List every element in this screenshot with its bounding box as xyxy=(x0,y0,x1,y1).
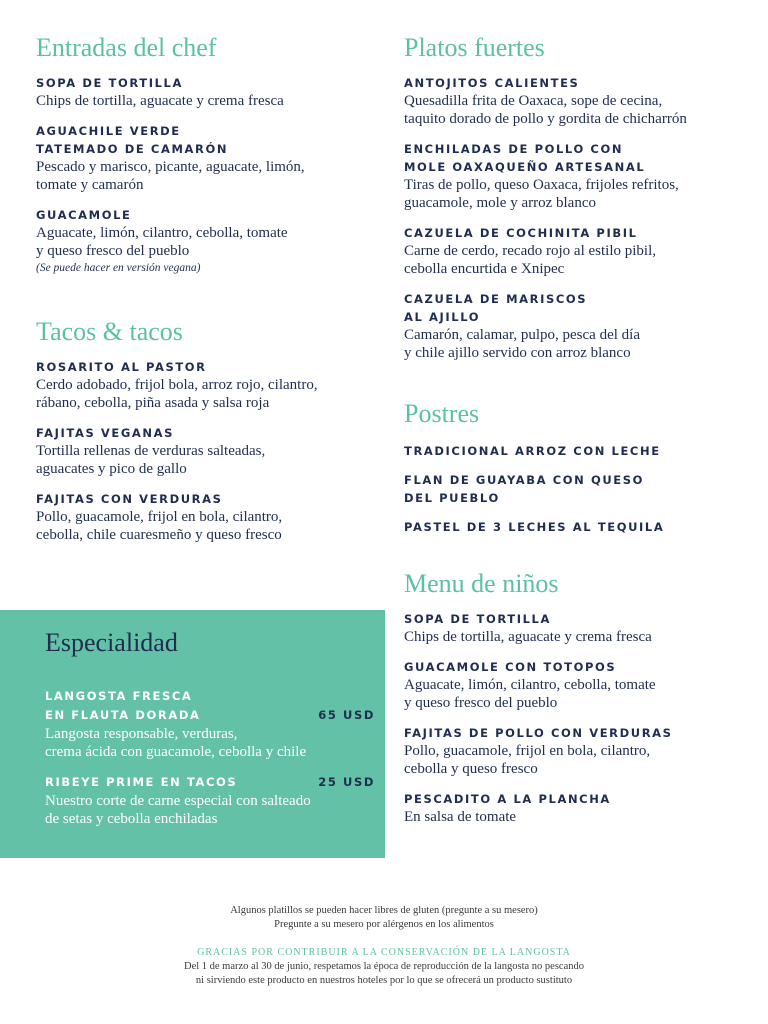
section-title-entradas: Entradas del chef xyxy=(36,33,217,62)
item-description: Chips de tortilla, aguacate y crema fresca xyxy=(36,93,284,109)
item-name: TRADICIONAL ARROZ CON LECHE xyxy=(404,444,661,458)
menu-item xyxy=(404,290,744,362)
item-description: Chips de tortilla, aguacate y crema fresca xyxy=(404,629,652,645)
section-ninos xyxy=(404,570,744,826)
item-name: PESCADITO A LA PLANCHA xyxy=(404,792,611,806)
item-name: GUACAMOLE xyxy=(36,208,132,222)
item-description: Cerdo adobado, frijol bola, arroz rojo, cilantro, rábano, cebolla, piña asada y salsa roja xyxy=(36,377,318,411)
item-name: FLAN DE GUAYABA CON QUESO DEL PUEBLO xyxy=(404,473,645,505)
item-name: RIBEYE PRIME EN TACOS xyxy=(45,775,238,789)
item-name: FAJITAS CON VERDURAS xyxy=(36,492,223,506)
item-name: CAZUELA DE MARISCOS AL AJILLO xyxy=(404,292,588,324)
item-description: Pollo, guacamole, frijol en bola, cilantro, cebolla y queso fresco xyxy=(404,743,651,777)
item-name: SOPA DE TORTILLA xyxy=(36,76,183,90)
item-description: Camarón, calamar, pulpo, pesca del día y chile ajillo servido con arroz blanco xyxy=(404,327,640,361)
menu-item xyxy=(36,358,376,412)
menu-item xyxy=(404,471,744,507)
menu-item xyxy=(36,122,376,194)
menu-item xyxy=(404,442,744,460)
menu-item xyxy=(404,74,744,128)
item-name: AGUACHILE VERDE TATEMADO DE CAMARÓN xyxy=(36,124,229,156)
item-name: ANTOJITOS CALIENTES xyxy=(404,76,580,90)
item-name: GUACAMOLE CON TOTOPOS xyxy=(404,660,617,674)
item-name: FAJITAS DE POLLO CON VERDURAS xyxy=(404,726,673,740)
item-description: Nuestro corte de carne especial con salteado de setas y cebolla enchiladas xyxy=(45,793,311,827)
item-description: Tiras de pollo, queso Oaxaca, frijoles refritos, guacamole, mole y arroz blanco xyxy=(404,177,679,211)
section-title-tacos: Tacos & tacos xyxy=(36,317,183,346)
footer-allergen-note: Pregunte a su mesero por alérgenos en los alimentos xyxy=(274,919,494,930)
footer-conservation xyxy=(0,946,768,988)
item-description: Carne de cerdo, recado rojo al estilo pibil, cebolla encurtida e Xnipec xyxy=(404,243,656,277)
section-title-platos: Platos fuertes xyxy=(404,33,545,62)
item-price: 25 USD xyxy=(318,775,375,789)
left-column xyxy=(36,34,376,556)
menu-item xyxy=(404,224,744,278)
item-name: LANGOSTA FRESCA EN FLAUTA DORADA xyxy=(45,689,201,722)
item-description: Langosta responsable, verduras, crema ácida con guacamole, cebolla y chile xyxy=(45,726,307,760)
item-name: SOPA DE TORTILLA xyxy=(404,612,551,626)
footer-substitute-note: ni sirviendo este producto en nuestros hoteles por lo que se ofrecerá un producto sustituto xyxy=(195,975,573,986)
menu-item xyxy=(36,424,376,478)
item-description: Tortilla rellenas de verduras salteadas, aguacates y pico de gallo xyxy=(36,443,266,477)
menu-item xyxy=(404,518,744,536)
item-name: CAZUELA DE COCHINITA PIBIL xyxy=(404,226,638,240)
section-postres xyxy=(404,400,744,536)
item-price: 65 USD xyxy=(318,708,375,722)
special-item xyxy=(45,687,375,761)
menu-item xyxy=(404,140,744,212)
item-description: Aguacate, limón, cilantro, cebolla, tomate y queso fresco del pueblo xyxy=(36,225,288,259)
menu-item xyxy=(404,610,744,646)
footer-notes xyxy=(0,904,768,932)
item-name: FAJITAS VEGANAS xyxy=(36,426,175,440)
menu-item xyxy=(404,790,744,826)
section-title-especialidad: Especialidad xyxy=(45,628,178,657)
item-description: En salsa de tomate xyxy=(404,809,517,825)
section-entradas xyxy=(36,34,376,276)
item-note: (Se puede hacer en versión vegana) xyxy=(36,262,201,274)
section-title-postres: Postres xyxy=(404,399,480,428)
item-description: Quesadilla frita de Oaxaca, sope de cecina, taquito dorado de pollo y gordita de chicharrón xyxy=(404,93,687,127)
item-description: Pollo, guacamole, frijol en bola, cilantro, cebolla, chile cuaresmeño y queso fresco xyxy=(36,509,283,543)
section-tacos xyxy=(36,318,376,544)
menu-item xyxy=(36,206,376,276)
menu-item xyxy=(36,74,376,110)
footer-thanks: GRACIAS POR CONTRIBUIR A LA CONSERVACIÓN DE LA LANGOSTA xyxy=(197,947,571,958)
menu-item xyxy=(404,724,744,778)
footer-season-note: Del 1 de marzo al 30 de junio, respetamos la época de reproducción de la langosta no pescando xyxy=(183,961,585,972)
menu-item xyxy=(404,658,744,712)
right-column xyxy=(404,34,744,838)
item-name: PASTEL DE 3 LECHES AL TEQUILA xyxy=(404,520,665,534)
special-item xyxy=(45,773,375,828)
item-description: Aguacate, limón, cilantro, cebolla, tomate y queso fresco del pueblo xyxy=(404,677,656,711)
item-name: ENCHILADAS DE POLLO CON MOLE OAXAQUEÑO ARTESANAL xyxy=(404,142,646,174)
footer-gluten-note: Algunos platillos se pueden hacer libres de gluten (pregunte a su mesero) xyxy=(230,905,538,916)
menu-item xyxy=(36,490,376,544)
item-description: Pescado y marisco, picante, aguacate, limón, tomate y camarón xyxy=(36,159,305,193)
item-name: ROSARITO AL PASTOR xyxy=(36,360,207,374)
section-platos xyxy=(404,34,744,362)
section-title-ninos: Menu de niños xyxy=(404,569,559,598)
